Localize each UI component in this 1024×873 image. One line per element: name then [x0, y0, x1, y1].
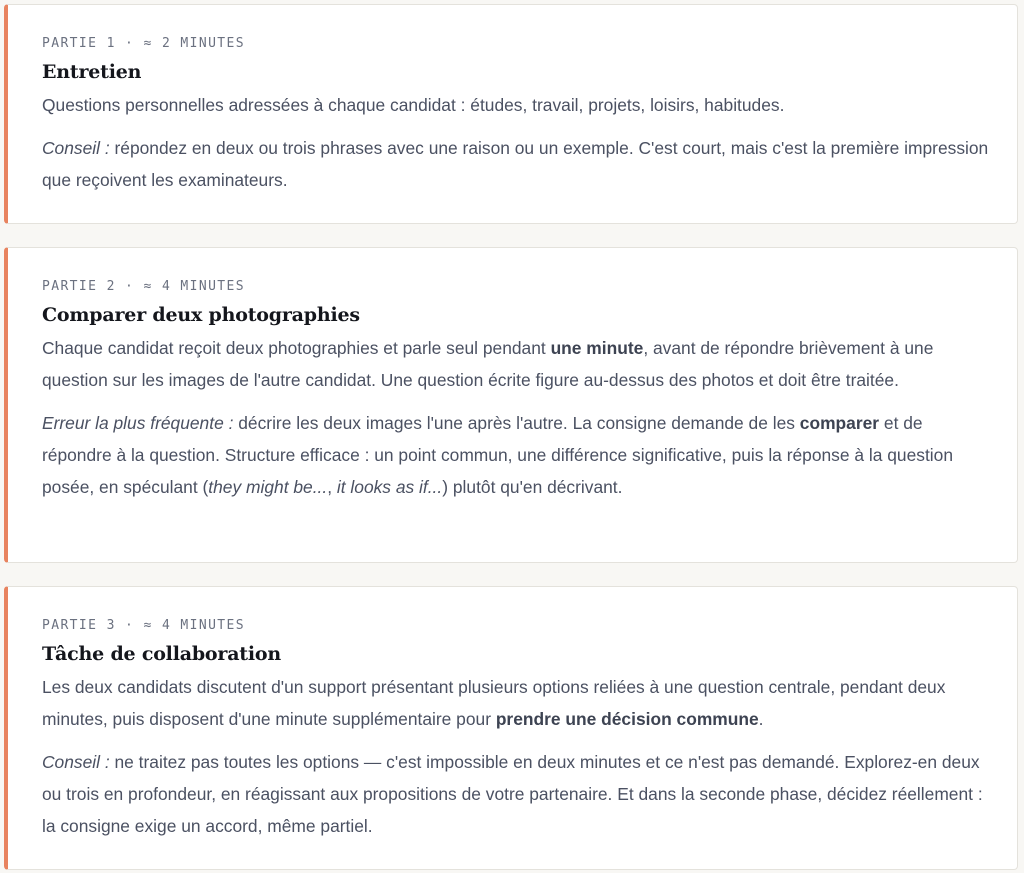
- tip-text: ,: [327, 477, 337, 497]
- tip-label: Conseil :: [42, 752, 110, 772]
- description-text: Chaque candidat reçoit deux photographies et parle seul pendant: [42, 338, 551, 358]
- part-description: [42, 89, 989, 121]
- part-title: Tâche de collaboration: [42, 643, 281, 665]
- emphasis-text: prendre une décision commune: [495, 709, 759, 729]
- tip-text: et de répondre à la question. Structure efficace : un point commun, une différence significative, puis la réponse à la question posée, en spéculant (: [42, 413, 953, 497]
- part-tip: [42, 407, 989, 503]
- emphasis-text: une minute: [550, 338, 644, 358]
- part-title: Entretien: [42, 61, 142, 83]
- example-phrase: they might be...: [208, 477, 328, 497]
- description-text: .: [758, 709, 764, 729]
- emphasis-text: comparer: [799, 413, 880, 433]
- part-description: [42, 671, 989, 735]
- tip-label: Erreur la plus fréquente :: [42, 413, 234, 433]
- part-kicker: PARTIE 1 · ≈ 2 MINUTES: [42, 36, 245, 51]
- description-text: Questions personnelles adressées à chaque candidat : études, travail, projets, loisirs, habitudes.: [42, 95, 785, 115]
- part-kicker: PARTIE 3 · ≈ 4 MINUTES: [42, 618, 245, 633]
- tip-label: Conseil :: [42, 138, 110, 158]
- part-tip: [42, 746, 989, 842]
- part-card-1: [4, 4, 1018, 224]
- part-tip: [42, 132, 989, 196]
- description-text: Les deux candidats discutent d'un support présentant plusieurs options reliées à une question centrale, pendant deux minutes, puis disposent d'une minute supplémentaire pour: [42, 677, 946, 729]
- description-text: , avant de répondre brièvement à une question sur les images de l'autre candidat. Une question écrite figure au-dessus des photos et doit être traitée.: [42, 338, 934, 390]
- part-description: [42, 332, 989, 396]
- tip-text: ne traitez pas toutes les options — c'est impossible en deux minutes et ce n'est pas demandé. Explorez-en deux ou trois en profondeur, en réagissant aux propositions de votre partenaire. Et dans la seconde phase, décidez réellement : la consigne exige un accord, même partiel.: [42, 752, 983, 836]
- part-card-3: [4, 586, 1018, 870]
- example-phrase: it looks as if...: [336, 477, 443, 497]
- part-title: Comparer deux photographies: [42, 304, 360, 326]
- tip-text: décrire les deux images l'une après l'autre. La consigne demande de les: [233, 413, 800, 433]
- tip-text: ) plutôt qu'en décrivant.: [442, 477, 623, 497]
- part-card-2: [4, 247, 1018, 563]
- tip-text: répondez en deux ou trois phrases avec une raison ou un exemple. C'est court, mais c'est la première impression que reçoivent les examinateurs.: [42, 138, 989, 190]
- part-kicker: PARTIE 2 · ≈ 4 MINUTES: [42, 279, 245, 294]
